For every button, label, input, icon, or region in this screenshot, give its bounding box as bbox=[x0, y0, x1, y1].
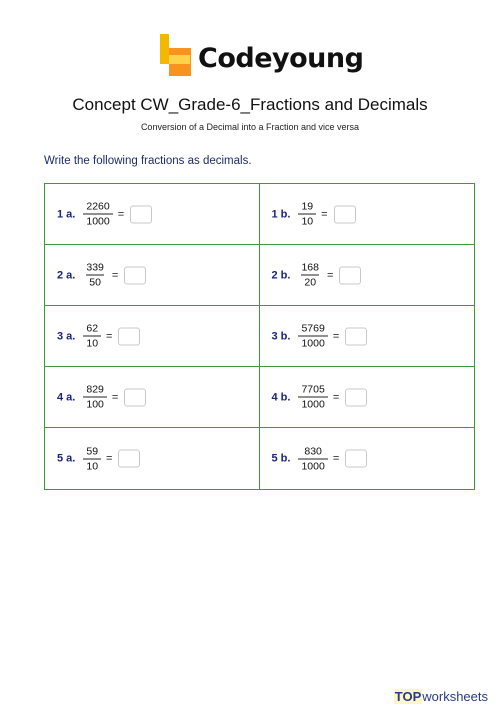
question-label: 5 b. bbox=[271, 452, 291, 465]
exercise-cell bbox=[45, 245, 260, 306]
denominator: 1000 bbox=[298, 336, 327, 350]
numerator: 7705 bbox=[301, 383, 325, 396]
equals-sign: = bbox=[332, 330, 340, 342]
question bbox=[57, 384, 146, 411]
equals-sign: = bbox=[117, 208, 125, 220]
answer-box[interactable] bbox=[130, 205, 152, 223]
numerator: 829 bbox=[86, 383, 104, 396]
question-label: 2 b. bbox=[271, 269, 291, 281]
question bbox=[57, 445, 140, 472]
numerator: 59 bbox=[86, 445, 99, 457]
exercise-cell bbox=[260, 367, 475, 428]
fraction bbox=[83, 445, 101, 472]
answer-box[interactable] bbox=[334, 205, 356, 223]
answer-box[interactable] bbox=[118, 327, 140, 345]
exercise-cell bbox=[45, 367, 260, 428]
fraction bbox=[298, 384, 327, 411]
numerator: 168 bbox=[301, 261, 319, 274]
answer-box[interactable] bbox=[118, 450, 140, 468]
denominator: 10 bbox=[83, 458, 101, 472]
exercise-cell bbox=[45, 306, 260, 367]
fraction bbox=[298, 201, 316, 228]
question bbox=[272, 384, 368, 411]
equals-sign: = bbox=[332, 452, 340, 465]
equals-sign: = bbox=[111, 391, 119, 403]
equals-sign: = bbox=[111, 269, 119, 281]
equals-sign: = bbox=[106, 330, 113, 342]
watermark-worksheets: worksheets bbox=[422, 689, 488, 704]
brand-name: Codeyoung bbox=[198, 43, 364, 74]
question bbox=[57, 201, 152, 228]
numerator: 5769 bbox=[301, 322, 325, 335]
answer-box[interactable] bbox=[339, 266, 361, 284]
equals-sign: = bbox=[332, 391, 340, 403]
denominator: 1000 bbox=[83, 214, 112, 228]
watermark-top: TOP bbox=[394, 689, 422, 704]
exercise-cell bbox=[45, 184, 260, 245]
denominator: 1000 bbox=[298, 458, 327, 472]
codeyoung-logo bbox=[160, 34, 364, 82]
denominator: 10 bbox=[83, 336, 101, 350]
equals-sign: = bbox=[106, 452, 113, 465]
question bbox=[57, 262, 146, 289]
numerator: 19 bbox=[301, 200, 314, 213]
numerator: 62 bbox=[86, 322, 99, 335]
codeyoung-logo-icon bbox=[160, 34, 194, 78]
page-subtitle: Conversion of a Decimal into a Fraction and vice versa bbox=[140, 122, 360, 132]
equals-sign: = bbox=[321, 208, 328, 220]
fraction bbox=[298, 262, 322, 289]
question-label: 2 a. bbox=[57, 269, 76, 281]
exercise-cell bbox=[260, 245, 475, 306]
numerator: 830 bbox=[304, 445, 322, 457]
exercise-cell bbox=[260, 428, 475, 489]
exercise-cell bbox=[260, 306, 475, 367]
question-label: 1 a. bbox=[57, 208, 76, 220]
denominator: 1000 bbox=[298, 397, 327, 411]
question-label: 5 a. bbox=[57, 452, 76, 465]
denominator: 100 bbox=[83, 397, 107, 411]
topworksheets-watermark bbox=[394, 689, 488, 704]
question bbox=[272, 323, 368, 350]
fraction bbox=[83, 323, 101, 350]
question-label: 4 a. bbox=[57, 391, 76, 403]
answer-box[interactable] bbox=[124, 388, 146, 406]
page-title: Concept CW_Grade-6_Fractions and Decimals bbox=[72, 95, 428, 114]
numerator: 2260 bbox=[86, 200, 110, 213]
question bbox=[272, 262, 362, 289]
instruction-text: Write the following fractions as decimals. bbox=[44, 155, 252, 167]
question-label: 3 a. bbox=[57, 330, 76, 342]
numerator: 339 bbox=[86, 261, 104, 274]
exercise-cell bbox=[45, 428, 260, 489]
fraction bbox=[83, 262, 107, 289]
question bbox=[272, 201, 356, 228]
answer-box[interactable] bbox=[345, 450, 367, 468]
question-label: 3 b. bbox=[271, 330, 291, 342]
fraction bbox=[298, 323, 327, 350]
question-label: 4 b. bbox=[271, 391, 291, 403]
question bbox=[57, 323, 140, 350]
question-label: 1 b. bbox=[271, 208, 291, 220]
exercise-cell bbox=[260, 184, 475, 245]
denominator: 50 bbox=[86, 275, 104, 289]
exercise-grid bbox=[44, 183, 475, 490]
question bbox=[272, 445, 368, 472]
answer-box[interactable] bbox=[124, 266, 146, 284]
fraction bbox=[298, 445, 327, 472]
equals-sign: = bbox=[326, 269, 334, 281]
answer-box[interactable] bbox=[345, 327, 367, 345]
fraction bbox=[83, 384, 107, 411]
denominator: 20 bbox=[301, 275, 319, 289]
answer-box[interactable] bbox=[345, 388, 367, 406]
fraction bbox=[83, 201, 112, 228]
denominator: 10 bbox=[298, 214, 316, 228]
